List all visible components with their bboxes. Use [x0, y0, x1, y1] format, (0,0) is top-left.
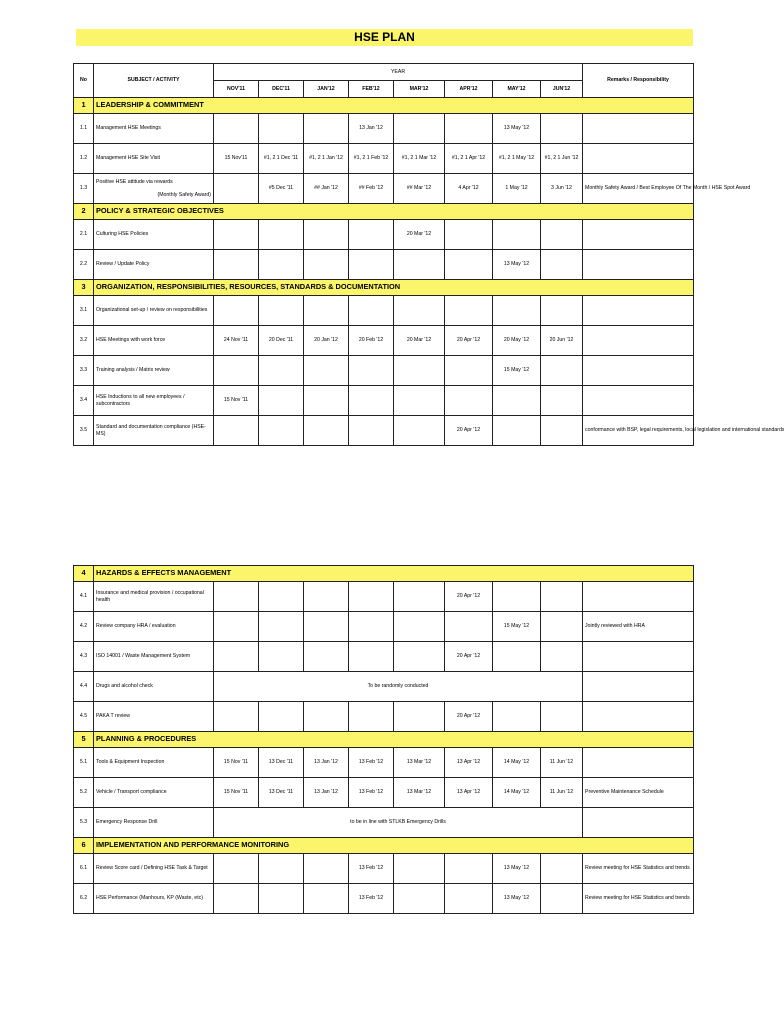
schedule-cell: ## Jan '12	[304, 174, 349, 204]
schedule-cell	[541, 416, 583, 446]
item-subject-text: HSE Performance (Manhours, KP (Waste, etc)	[96, 895, 203, 902]
schedule-cell: 13 Feb '12	[349, 748, 394, 778]
item-number: 4.3	[74, 642, 94, 672]
section-title: LEADERSHIP & COMMITMENT	[94, 98, 694, 114]
hse-plan-table-top	[73, 63, 784, 446]
item-remark	[583, 582, 694, 612]
header-no: No	[74, 64, 94, 98]
schedule-cell	[541, 884, 583, 914]
section-row	[74, 838, 694, 854]
schedule-cell: 13 May '12	[493, 854, 541, 884]
schedule-cell	[541, 356, 583, 386]
section-row	[74, 280, 694, 296]
schedule-cell	[304, 854, 349, 884]
schedule-cell	[541, 386, 583, 416]
item-remark	[583, 220, 694, 250]
item-remark	[583, 250, 694, 280]
schedule-cell	[541, 854, 583, 884]
item-remark	[583, 642, 694, 672]
item-subject	[94, 854, 214, 884]
schedule-cell: 20 Mar '12	[394, 220, 445, 250]
schedule-cell: 13 Feb '12	[349, 778, 394, 808]
schedule-cell	[214, 642, 259, 672]
schedule-cell	[259, 296, 304, 326]
schedule-cell	[493, 416, 541, 446]
schedule-cell	[259, 250, 304, 280]
section-number: 4	[74, 566, 94, 582]
schedule-cell	[541, 220, 583, 250]
schedule-cell	[349, 702, 394, 732]
header-month: JUN'12	[541, 81, 583, 98]
item-subject	[94, 144, 214, 174]
schedule-cell	[349, 416, 394, 446]
item-remark	[583, 672, 694, 702]
schedule-cell: 13 Dec '11	[259, 778, 304, 808]
section-row	[74, 566, 694, 582]
schedule-cell	[214, 114, 259, 144]
table-row	[74, 884, 694, 914]
item-subject-text: HSE Inductions to all new employees / subcontractors	[96, 394, 185, 407]
schedule-cell	[304, 582, 349, 612]
header-month: NOV'11	[214, 81, 259, 98]
schedule-cell	[394, 416, 445, 446]
schedule-cell: 1 May '12	[493, 174, 541, 204]
section-title: ORGANIZATION, RESPONSIBILITIES, RESOURCES, STANDARDS & DOCUMENTATION	[94, 280, 694, 296]
schedule-cell	[445, 114, 493, 144]
header-month: MAR'12	[394, 81, 445, 98]
item-number: 1.1	[74, 114, 94, 144]
header-subject: SUBJECT / ACTIVITY	[94, 64, 214, 98]
schedule-cell	[304, 642, 349, 672]
item-subject	[94, 250, 214, 280]
schedule-cell: ## Feb '12	[349, 174, 394, 204]
schedule-cell: 15 Nov '11	[214, 778, 259, 808]
schedule-cell	[304, 296, 349, 326]
item-number: 3.1	[74, 296, 94, 326]
schedule-cell	[259, 884, 304, 914]
schedule-cell: 20 Dec '11	[259, 326, 304, 356]
schedule-cell: 13 May '12	[493, 884, 541, 914]
schedule-cell	[541, 114, 583, 144]
schedule-cell	[349, 296, 394, 326]
item-remark: Preventive Maintenance Schedule	[583, 778, 694, 808]
page-title: HSE PLAN	[76, 29, 693, 46]
schedule-cell: 14 May '12	[493, 778, 541, 808]
schedule-cell: 11 Jun '12	[541, 778, 583, 808]
item-subject-text: Review Score card / Defining HSE Task & Target	[96, 865, 208, 872]
schedule-cell: 20 Mar '12	[394, 326, 445, 356]
section-title: PLANNING & PROCEDURES	[94, 732, 694, 748]
header-month: JAN'12	[304, 81, 349, 98]
schedule-cell: 20 Apr '12	[445, 582, 493, 612]
item-subject	[94, 748, 214, 778]
item-number: 6.2	[74, 884, 94, 914]
schedule-cell: 13 Feb '12	[349, 884, 394, 914]
schedule-cell	[445, 220, 493, 250]
schedule-cell	[259, 416, 304, 446]
item-number: 3.4	[74, 386, 94, 416]
schedule-cell: 15 May '12	[493, 356, 541, 386]
table-row	[74, 174, 694, 204]
schedule-cell	[214, 854, 259, 884]
item-subject	[94, 386, 214, 416]
table-row	[74, 642, 694, 672]
item-subject	[94, 114, 214, 144]
schedule-cell	[304, 612, 349, 642]
schedule-cell	[349, 250, 394, 280]
schedule-cell	[214, 612, 259, 642]
schedule-cell: 20 Apr '12	[445, 416, 493, 446]
schedule-cell: #1, 2 1 Feb '12	[349, 144, 394, 174]
schedule-cell: #5 Dec '11	[259, 174, 304, 204]
item-remark	[583, 144, 694, 174]
schedule-cell	[541, 582, 583, 612]
schedule-cell	[259, 854, 304, 884]
header-month: DEC'11	[259, 81, 304, 98]
item-subject-text: Emergency Response Drill	[96, 819, 158, 826]
section-number: 2	[74, 204, 94, 220]
schedule-cell	[214, 174, 259, 204]
header-year: YEAR	[214, 64, 583, 81]
schedule-cell	[349, 356, 394, 386]
item-subject	[94, 326, 214, 356]
item-subject	[94, 672, 214, 702]
schedule-cell	[541, 250, 583, 280]
schedule-cell	[214, 416, 259, 446]
item-subject-text: Organizational set-up / review on responsibilities	[96, 307, 208, 314]
table-row	[74, 144, 694, 174]
item-subject	[94, 416, 214, 446]
item-subject-text: Review company HRA / evaluation	[96, 623, 176, 630]
item-subject-text: Management HSE Site Visit	[96, 155, 160, 162]
table-row	[74, 386, 694, 416]
schedule-cell	[259, 220, 304, 250]
item-number: 5.2	[74, 778, 94, 808]
schedule-cell: 13 Mar '12	[394, 748, 445, 778]
schedule-cell	[445, 296, 493, 326]
item-subject	[94, 220, 214, 250]
table-row	[74, 114, 694, 144]
schedule-cell	[394, 114, 445, 144]
schedule-cell: 13 Feb '12	[349, 854, 394, 884]
schedule-cell	[349, 386, 394, 416]
item-number: 3.2	[74, 326, 94, 356]
schedule-cell	[214, 884, 259, 914]
schedule-cell	[394, 296, 445, 326]
schedule-cell	[394, 250, 445, 280]
header-month: MAY'12	[493, 81, 541, 98]
schedule-cell: 15 May '12	[493, 612, 541, 642]
schedule-cell	[394, 356, 445, 386]
schedule-cell	[445, 854, 493, 884]
table-row	[74, 296, 694, 326]
table-row	[74, 808, 694, 838]
schedule-cell	[349, 642, 394, 672]
item-subject-text: Drugs and alcohol check	[96, 683, 153, 690]
schedule-cell: 20 Jan '12	[304, 326, 349, 356]
schedule-cell	[541, 702, 583, 732]
item-remark: Monthly Safety Award / Best Employee Of The Month / HSE Spot Award	[583, 174, 694, 204]
schedule-cell	[445, 250, 493, 280]
schedule-cell: #1, 2 1 Jan '12	[304, 144, 349, 174]
schedule-cell	[304, 356, 349, 386]
schedule-cell	[214, 220, 259, 250]
schedule-cell: 13 May '12	[493, 114, 541, 144]
item-number: 3.5	[74, 416, 94, 446]
section-title: HAZARDS & EFFECTS MANAGEMENT	[94, 566, 694, 582]
item-subject-text: Management HSE Meetings	[96, 125, 161, 132]
schedule-cell	[493, 386, 541, 416]
item-number: 1.3	[74, 174, 94, 204]
schedule-cell	[259, 356, 304, 386]
section-number: 6	[74, 838, 94, 854]
schedule-cell: #1, 2 1 Dec '11	[259, 144, 304, 174]
schedule-cell	[394, 854, 445, 884]
section-number: 1	[74, 98, 94, 114]
item-remark	[583, 386, 694, 416]
item-number: 4.2	[74, 612, 94, 642]
table-row	[74, 326, 694, 356]
schedule-cell: 13 Jan '12	[304, 748, 349, 778]
schedule-cell	[541, 612, 583, 642]
schedule-cell	[214, 702, 259, 732]
schedule-cell: 15 Nov '11	[214, 748, 259, 778]
item-subject-text: Vehicle / Transport compliance	[96, 789, 167, 796]
schedule-cell	[541, 642, 583, 672]
section-title: POLICY & STRATEGIC OBJECTIVES	[94, 204, 694, 220]
schedule-cell: 13 May '12	[493, 250, 541, 280]
item-remark: Jointly reviewed with HRA	[583, 612, 694, 642]
schedule-cell	[349, 582, 394, 612]
schedule-cell	[493, 296, 541, 326]
schedule-cell	[394, 582, 445, 612]
schedule-cell: 13 Dec '11	[259, 748, 304, 778]
schedule-cell	[259, 702, 304, 732]
schedule-cell: 3 Jun '12	[541, 174, 583, 204]
item-subject-text: Positive HSE attitude via rewards	[96, 179, 173, 186]
schedule-cell: 11 Jun '12	[541, 748, 583, 778]
schedule-cell: #1, 2 1 Jun '12	[541, 144, 583, 174]
schedule-cell: #1, 2 1 Mar '12	[394, 144, 445, 174]
item-subject	[94, 778, 214, 808]
item-number: 3.3	[74, 356, 94, 386]
table-row	[74, 854, 694, 884]
schedule-cell	[259, 114, 304, 144]
item-subject-text: Training analysis / Matrix review	[96, 367, 170, 374]
schedule-cell	[394, 612, 445, 642]
schedule-cell	[445, 356, 493, 386]
schedule-cell	[493, 582, 541, 612]
schedule-cell: 13 Apr '12	[445, 778, 493, 808]
schedule-cell: 20 Apr '12	[445, 702, 493, 732]
table-row	[74, 612, 694, 642]
schedule-cell	[304, 416, 349, 446]
item-number: 5.1	[74, 748, 94, 778]
item-subject-text: HSE Meetings with work force	[96, 337, 166, 344]
section-row	[74, 204, 694, 220]
item-remark	[583, 114, 694, 144]
section-row	[74, 98, 694, 114]
schedule-cell	[394, 702, 445, 732]
schedule-cell	[259, 612, 304, 642]
item-remark: Review meeting for HSE Statistics and trends	[583, 884, 694, 914]
schedule-cell	[259, 642, 304, 672]
schedule-cell: ## Mar '12	[394, 174, 445, 204]
schedule-cell: 14 May '12	[493, 748, 541, 778]
table-row	[74, 582, 694, 612]
item-span-note: to be in line with STLKB Emergency Drills	[214, 808, 583, 838]
schedule-cell	[394, 642, 445, 672]
schedule-cell	[214, 250, 259, 280]
item-subject	[94, 642, 214, 672]
table-row	[74, 220, 694, 250]
schedule-cell: 13 Apr '12	[445, 748, 493, 778]
schedule-cell	[493, 220, 541, 250]
schedule-cell: 15 Nov '11	[214, 386, 259, 416]
header-month: FEB'12	[349, 81, 394, 98]
schedule-cell	[445, 612, 493, 642]
item-subject-text: Review / Update Policy	[96, 261, 150, 268]
item-subject	[94, 702, 214, 732]
item-number: 5.3	[74, 808, 94, 838]
schedule-cell	[214, 356, 259, 386]
table-row	[74, 250, 694, 280]
table-row	[74, 778, 694, 808]
schedule-cell	[304, 250, 349, 280]
section-title: IMPLEMENTATION AND PERFORMANCE MONITORING	[94, 838, 694, 854]
schedule-cell: 24 Nov '11	[214, 326, 259, 356]
schedule-cell	[259, 386, 304, 416]
table-row	[74, 356, 694, 386]
schedule-cell	[493, 642, 541, 672]
item-number: 2.1	[74, 220, 94, 250]
schedule-cell	[493, 702, 541, 732]
header-month: APR'12	[445, 81, 493, 98]
schedule-cell	[349, 612, 394, 642]
item-subject	[94, 582, 214, 612]
header-remarks: Remarks / Responsibility	[583, 64, 694, 98]
item-number: 4.5	[74, 702, 94, 732]
item-remark: conformance with BSP, legal requirements, local legislation and international standards	[583, 416, 694, 446]
item-subject	[94, 296, 214, 326]
schedule-cell: 13 Jan '12	[304, 778, 349, 808]
item-subject-note: (Monthly Safety Award)	[157, 191, 211, 198]
item-subject-text: Standard and documentation compliance (HSE-MS)	[96, 424, 206, 437]
section-number: 5	[74, 732, 94, 748]
item-remark	[583, 702, 694, 732]
item-number: 4.1	[74, 582, 94, 612]
item-remark: Review meeting for HSE Statistics and trends	[583, 854, 694, 884]
schedule-cell: 15 Nov'11	[214, 144, 259, 174]
schedule-cell	[304, 884, 349, 914]
item-remark	[583, 356, 694, 386]
schedule-cell	[304, 220, 349, 250]
schedule-cell: 20 Jun '12	[541, 326, 583, 356]
item-number: 4.4	[74, 672, 94, 702]
item-span-note: To be randomly conducted	[214, 672, 583, 702]
schedule-cell: 20 Apr '12	[445, 326, 493, 356]
schedule-cell: 4 Apr '12	[445, 174, 493, 204]
schedule-cell: 20 Feb '12	[349, 326, 394, 356]
item-subject	[94, 884, 214, 914]
section-row	[74, 732, 694, 748]
schedule-cell: 13 Mar '12	[394, 778, 445, 808]
table-row	[74, 672, 694, 702]
schedule-cell: #1, 2 1 May '12	[493, 144, 541, 174]
item-remark	[583, 808, 694, 838]
item-remark	[583, 748, 694, 778]
schedule-cell	[445, 386, 493, 416]
table-row	[74, 416, 694, 446]
item-remark	[583, 326, 694, 356]
item-subject	[94, 174, 214, 204]
section-number: 3	[74, 280, 94, 296]
item-remark	[583, 296, 694, 326]
item-subject-text: ISO 14001 / Waste Management System	[96, 653, 191, 660]
schedule-cell	[214, 582, 259, 612]
schedule-cell	[304, 114, 349, 144]
item-subject-text: Culturing HSE Policies	[96, 231, 149, 238]
schedule-cell: #1, 2 1 Apr '12	[445, 144, 493, 174]
hse-plan-table-bottom	[73, 565, 694, 914]
schedule-cell	[394, 884, 445, 914]
table-row	[74, 702, 694, 732]
schedule-cell: 20 May '12	[493, 326, 541, 356]
schedule-cell	[349, 220, 394, 250]
item-subject-text: Tools & Equipment Inspection	[96, 759, 165, 766]
item-subject-text: Insurance and medical provision / occupational health	[96, 590, 204, 603]
schedule-cell	[214, 296, 259, 326]
item-number: 6.1	[74, 854, 94, 884]
item-subject	[94, 808, 214, 838]
item-subject-text: PAKA T review	[96, 713, 131, 720]
schedule-cell	[445, 884, 493, 914]
item-number: 1.2	[74, 144, 94, 174]
schedule-cell	[304, 702, 349, 732]
item-number: 2.2	[74, 250, 94, 280]
schedule-cell	[541, 296, 583, 326]
item-subject	[94, 612, 214, 642]
schedule-cell	[259, 582, 304, 612]
table-row	[74, 748, 694, 778]
schedule-cell: 13 Jan '12	[349, 114, 394, 144]
schedule-cell	[304, 386, 349, 416]
schedule-cell: 20 Apr '12	[445, 642, 493, 672]
item-subject	[94, 356, 214, 386]
schedule-cell	[394, 386, 445, 416]
